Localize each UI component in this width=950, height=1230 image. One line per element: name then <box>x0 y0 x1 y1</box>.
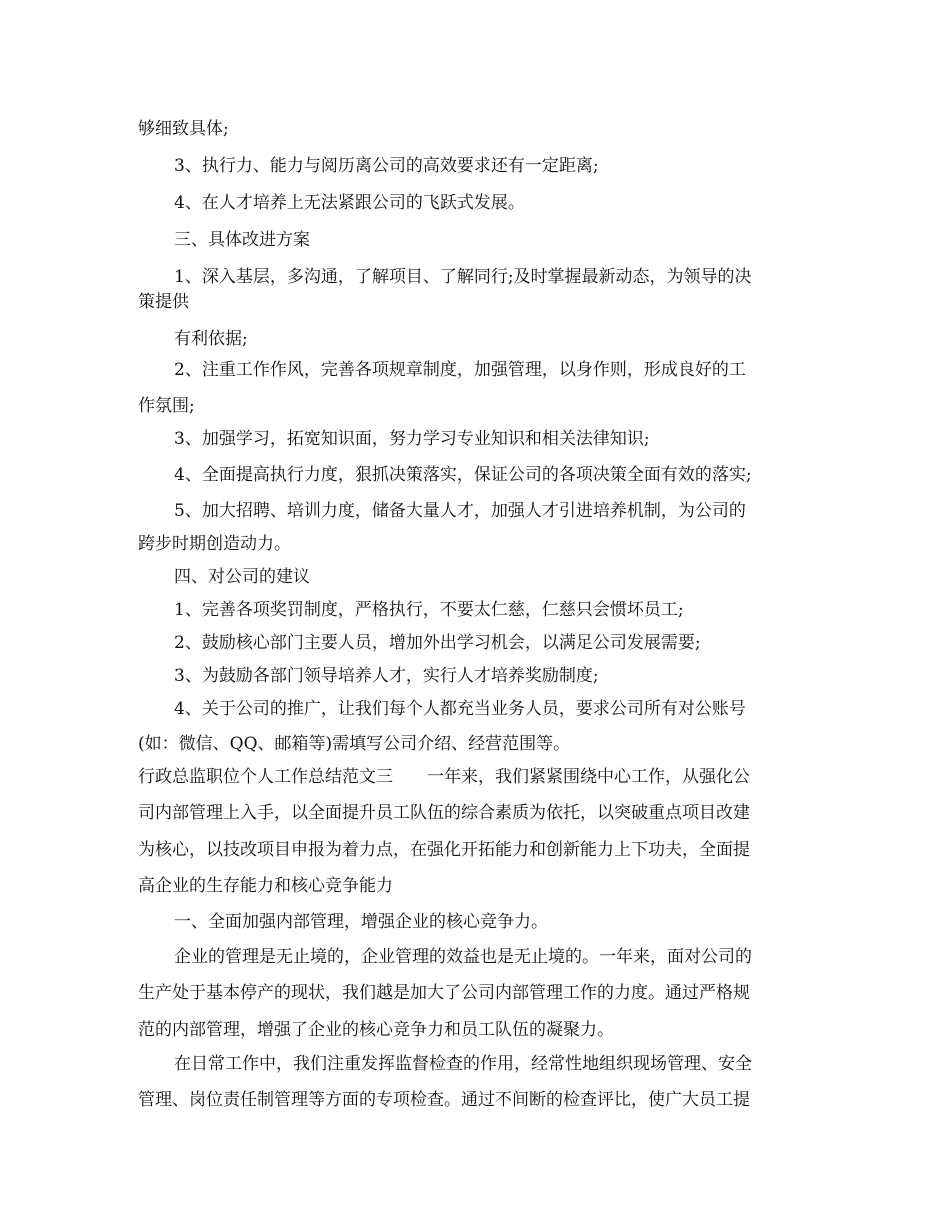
text-line: 行政总监职位个人工作总结范文三 一年来，我们紧紧围绕中心工作，从强化公 <box>138 767 750 787</box>
text-line: 3、加强学习，拓宽知识面，努力学习专业知识和相关法律知识; <box>174 429 650 449</box>
text-line: 4、关于公司的推广，让我们每个人都充当业务人员，要求公司所有对公账号 <box>174 699 746 719</box>
section-heading: 三、具体改进方案 <box>174 230 310 250</box>
text-line: 4、全面提高执行力度，狠抓决策落实，保证公司的各项决策全面有效的落实; <box>174 465 752 485</box>
text-line: 在日常工作中，我们注重发挥监督检查的作用，经常性地组织现场管理、安全 <box>174 1054 752 1074</box>
text-line: 3、为鼓励各部门领导培养人才，实行人才培养奖励制度; <box>174 666 599 686</box>
text-line: 管理、岗位责任制管理等方面的专项检查。通过不间断的检查评比，使广大员工提 <box>138 1090 750 1110</box>
text-line: 范的内部管理，增强了企业的核心竞争力和员工队伍的凝聚力。 <box>138 1020 614 1040</box>
text-line: 有利依据; <box>174 329 248 349</box>
text-line: 为核心，以技改项目申报为着力点，在强化开拓能力和创新能力上下功夫，全面提 <box>138 840 750 860</box>
text-line: 够细致具体; <box>138 119 229 139</box>
text-line: 3、执行力、能力与阅历离公司的高效要求还有一定距离; <box>174 156 599 176</box>
text-line: 生产处于基本停产的现状，我们越是加大了公司内部管理工作的力度。通过严格规 <box>138 983 750 1003</box>
text-line: 企业的管理是无止境的，企业管理的效益也是无止境的。一年来，面对公司的 <box>174 947 752 967</box>
text-line: (如：微信、QQ、邮箱等)需填写公司介绍、经营范围等。 <box>138 734 571 754</box>
text-line: 5、加大招聘、培训力度，储备大量人才，加强人才引进培养机制，为公司的 <box>174 501 746 521</box>
text-line: 高企业的生存能力和核心竞争能力 <box>138 876 393 896</box>
section-heading: 一、全面加强内部管理，增强企业的核心竞争力。 <box>174 912 548 932</box>
text-line: 1、深入基层，多沟通，了解项目、了解同行;及时掌握最新动态，为领导的决 <box>174 267 752 287</box>
text-line: 2、注重工作作风，完善各项规章制度，加强管理，以身作则，形成良好的工 <box>174 360 746 380</box>
text-line: 司内部管理上入手，以全面提升员工队伍的综合素质为依托，以突破重点项目改建 <box>138 803 750 823</box>
text-line: 1、完善各项奖罚制度，严格执行，不要太仁慈，仁慈只会惯坏员工; <box>174 600 684 620</box>
text-line: 4、在人才培养上无法紧跟公司的飞跃式发展。 <box>174 193 525 213</box>
text-line: 作氛围; <box>138 396 195 416</box>
text-line: 策提供 <box>138 292 189 312</box>
text-line: 2、鼓励核心部门主要人员，增加外出学习机会，以满足公司发展需要; <box>174 633 701 653</box>
text-line: 跨步时期创造动力。 <box>138 534 291 554</box>
section-heading: 四、对公司的建议 <box>174 567 310 587</box>
